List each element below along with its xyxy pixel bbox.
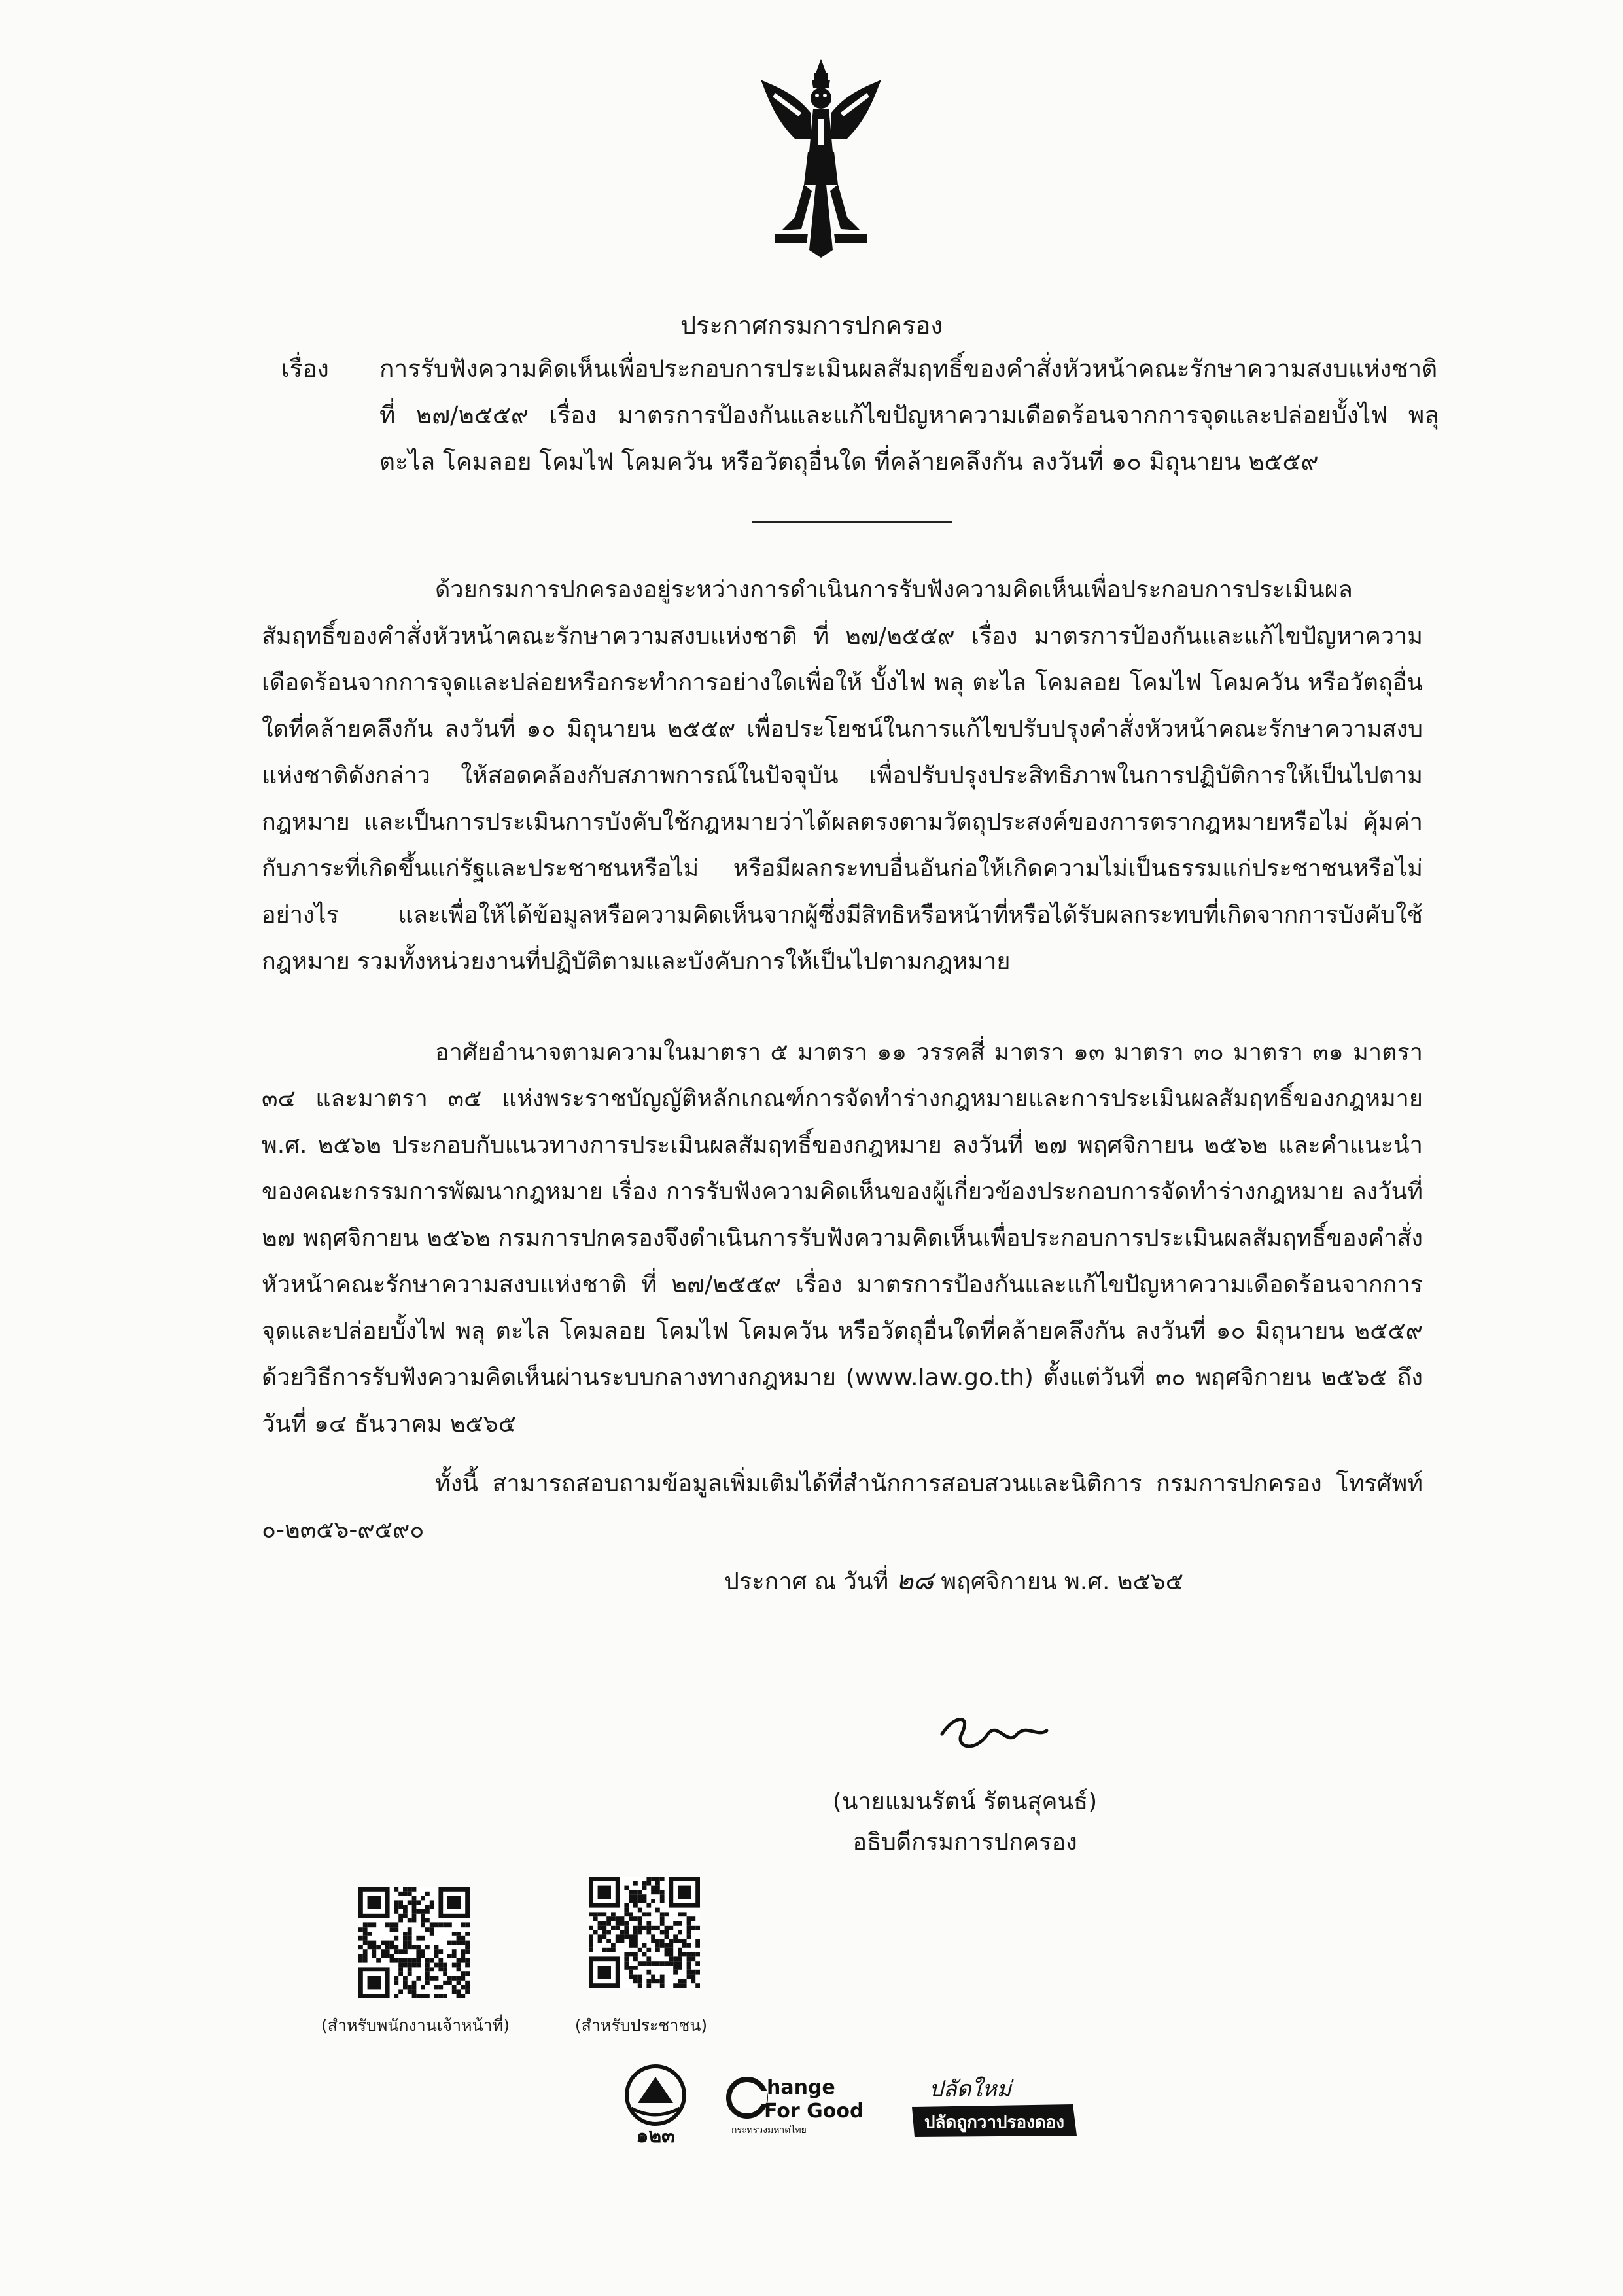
paragraph-text: อาศัยอำนาจตามความในมาตรา ๕ มาตรา ๑๑ วรรคสี่ มาตรา ๑๓ มาตรา ๓๐ มาตรา ๓๑ มาตรา ๓๔ และมาตรา ๓๕ แห่งพระราชบัญญัติหลักเกณฑ์การจัดทำร่างกฎหมายและการประเมินผลสัมฤทธิ์ของกฎหมาย พ.ศ. ๒๕๖๒ ประกอบกับแนวทางการประเมินผลสัมฤทธิ์ของกฎหมาย ลงวันที่ ๒๗ พฤศจิกายน ๒๕๖๒ และคำแนะนำของคณะกรรมการพัฒนากฎหมาย เรื่อง การรับฟังความคิดเห็นของผู้เกี่ยวข้องประกอบการจัดทำร่างกฎหมาย ลงวันที่ ๒๗ พฤศจิกายน ๒๕๖๒ กรมการปกครองจึงดำเนินการรับฟังความคิดเห็นเพื่อประกอบการประเมินผลสัมฤทธิ์ของคำสั่งหัวหน้าคณะรักษาความสงบแห่งชาติ ที่ ๒๗/๒๕๕๙ เรื่อง มาตรการป้องกันและแก้ไขปัญหาความเดือดร้อนจากการจุดและปล่อยบั้งไฟ พลุ ตะไล โคมลอย โคมไฟ โคมควัน หรือวัตถุอื่นใดที่คล้ายคลึงกัน ลงวันที่ ๑๐ มิถุนายน ๒๕๕๙ ด้วยวิธีการรับฟังความคิดเห็นผ่านระบบกลางทางกฎหมาย (www.law.go.th) ตั้งแต่วันที่ ๓๐ พฤศจิกายน ๒๕๖๕ ถึงวันที่ ๑๔ ธันวาคม ๒๕๖๕ xyxy=(262,1039,1423,1438)
signer-position: อธิบดีกรมการปกครอง xyxy=(852,1829,1077,1856)
slogan-banner: ปลัดถูกวาปรองดอง xyxy=(924,2113,1064,2132)
signature xyxy=(935,1708,1053,1760)
change-logo-subtitle: กระทรวงมหาดไทย xyxy=(731,2125,807,2136)
change-logo-line2: For Good xyxy=(764,2100,864,2123)
body-paragraph-2 xyxy=(262,1029,1423,1447)
announcement-title: ประกาศกรมการปกครอง xyxy=(680,311,943,340)
qr-code-officials[interactable] xyxy=(358,1887,470,1998)
body-paragraph-1 xyxy=(262,567,1423,985)
dopa-anniversary-logo xyxy=(618,2062,693,2147)
date-prefix: ประกาศ ณ วันที่ xyxy=(724,1568,889,1595)
paragraph-text: ทั้งนี้ สามารถสอบถามข้อมูลเพิ่มเติมได้ที่สำนักการสอบสวนและนิติการ กรมการปกครอง โทรศัพท์ ๐-๒๓๕๖-๙๕๙๐ xyxy=(262,1470,1423,1544)
ministry-slogan-logo xyxy=(909,2072,1079,2144)
date-day-handwritten: ๒๘ xyxy=(896,1566,934,1596)
change-for-good-logo xyxy=(726,2072,883,2137)
divider-line xyxy=(752,521,952,523)
subject-label: เรื่อง xyxy=(281,355,329,383)
paragraph-text: ด้วยกรมการปกครองอยู่ระหว่างการดำเนินการรับฟังความคิดเห็นเพื่อประกอบการประเมินผลสัมฤทธิ์ของคำสั่งหัวหน้าคณะรักษาความสงบแห่งชาติ ที่ ๒๗/๒๕๕๙ เรื่อง มาตรการป้องกันและแก้ไขปัญหาความเดือดร้อนจากการจุดและปล่อยหรือกระทำการอย่างใดเพื่อให้ บั้งไฟ พลุ ตะไล โคมลอย โคมไฟ โคมควัน หรือวัตถุอื่นใดที่คล้ายคลึงกัน ลงวันที่ ๑๐ มิถุนายน ๒๕๕๙ เพื่อประโยชน์ในการแก้ไขปรับปรุงคำสั่งหัวหน้าคณะรักษาความสงบแห่งชาติดังกล่าว ให้สอดคล้องกับสภาพการณ์ในปัจจุบัน เพื่อปรับปรุงประสิทธิภาพในการปฏิบัติการให้เป็นไปตามกฎหมาย และเป็นการประเมินการบังคับใช้กฎหมายว่าได้ผลตรงตามวัตถุประสงค์ของการตรากฎหมายหรือไม่ คุ้มค่ากับภาระที่เกิดขึ้นแก่รัฐและประชาชนหรือไม่ หรือมีผลกระทบอื่นอันก่อให้เกิดความไม่เป็นธรรมแก่ประชาชนหรือไม่ อย่างไร และเพื่อให้ได้ข้อมูลหรือความคิดเห็นจากผู้ซึ่งมีสิทธิหรือหน้าที่หรือได้รับผลกระทบที่เกิดจากการบังคับใช้กฎหมาย รวมทั้งหน่วยงานที่ปฏิบัติตามและบังคับการให้เป็นไปตามกฎหมาย xyxy=(262,576,1423,975)
qr-caption-officials: (สำหรับพนักงานเจ้าหน้าที่) xyxy=(321,2016,510,2035)
subject-text: การรับฟังความคิดเห็นเพื่อประกอบการประเมินผลสัมฤทธิ์ของคำสั่งหัวหน้าคณะรักษาความสงบแห่งชาติ ที่ ๒๗/๒๕๕๙ เรื่อง มาตรการป้องกันและแก้ไขปัญหาความเดือดร้อนจากการจุดและปล่อยบั้งไฟ พลุ ตะไล โคมลอย โคมไฟ โคมควัน หรือวัตถุอื่นใด ที่คล้ายคลึงกัน ลงวันที่ ๑๐ มิถุนายน ๒๕๕๙ xyxy=(379,355,1439,476)
qr-caption-public: (สำหรับประชาชน) xyxy=(574,2016,708,2035)
signer-name: (นายแมนรัตน์ รัตนสุคนธ์) xyxy=(832,1788,1098,1815)
garuda-emblem xyxy=(756,54,886,263)
date-month-year: พฤศจิกายน พ.ศ. ๒๕๖๕ xyxy=(941,1568,1183,1595)
slogan-script: ปลัดใหม่ xyxy=(929,2076,1011,2102)
change-logo-line1: hange xyxy=(767,2076,835,2099)
body-paragraph-3 xyxy=(262,1460,1423,1553)
dopa-logo-number: ๑๒๓ xyxy=(636,2125,675,2147)
subject-block xyxy=(281,345,1439,485)
qr-code-public[interactable] xyxy=(589,1877,700,1988)
announcement-date xyxy=(724,1559,1183,1601)
